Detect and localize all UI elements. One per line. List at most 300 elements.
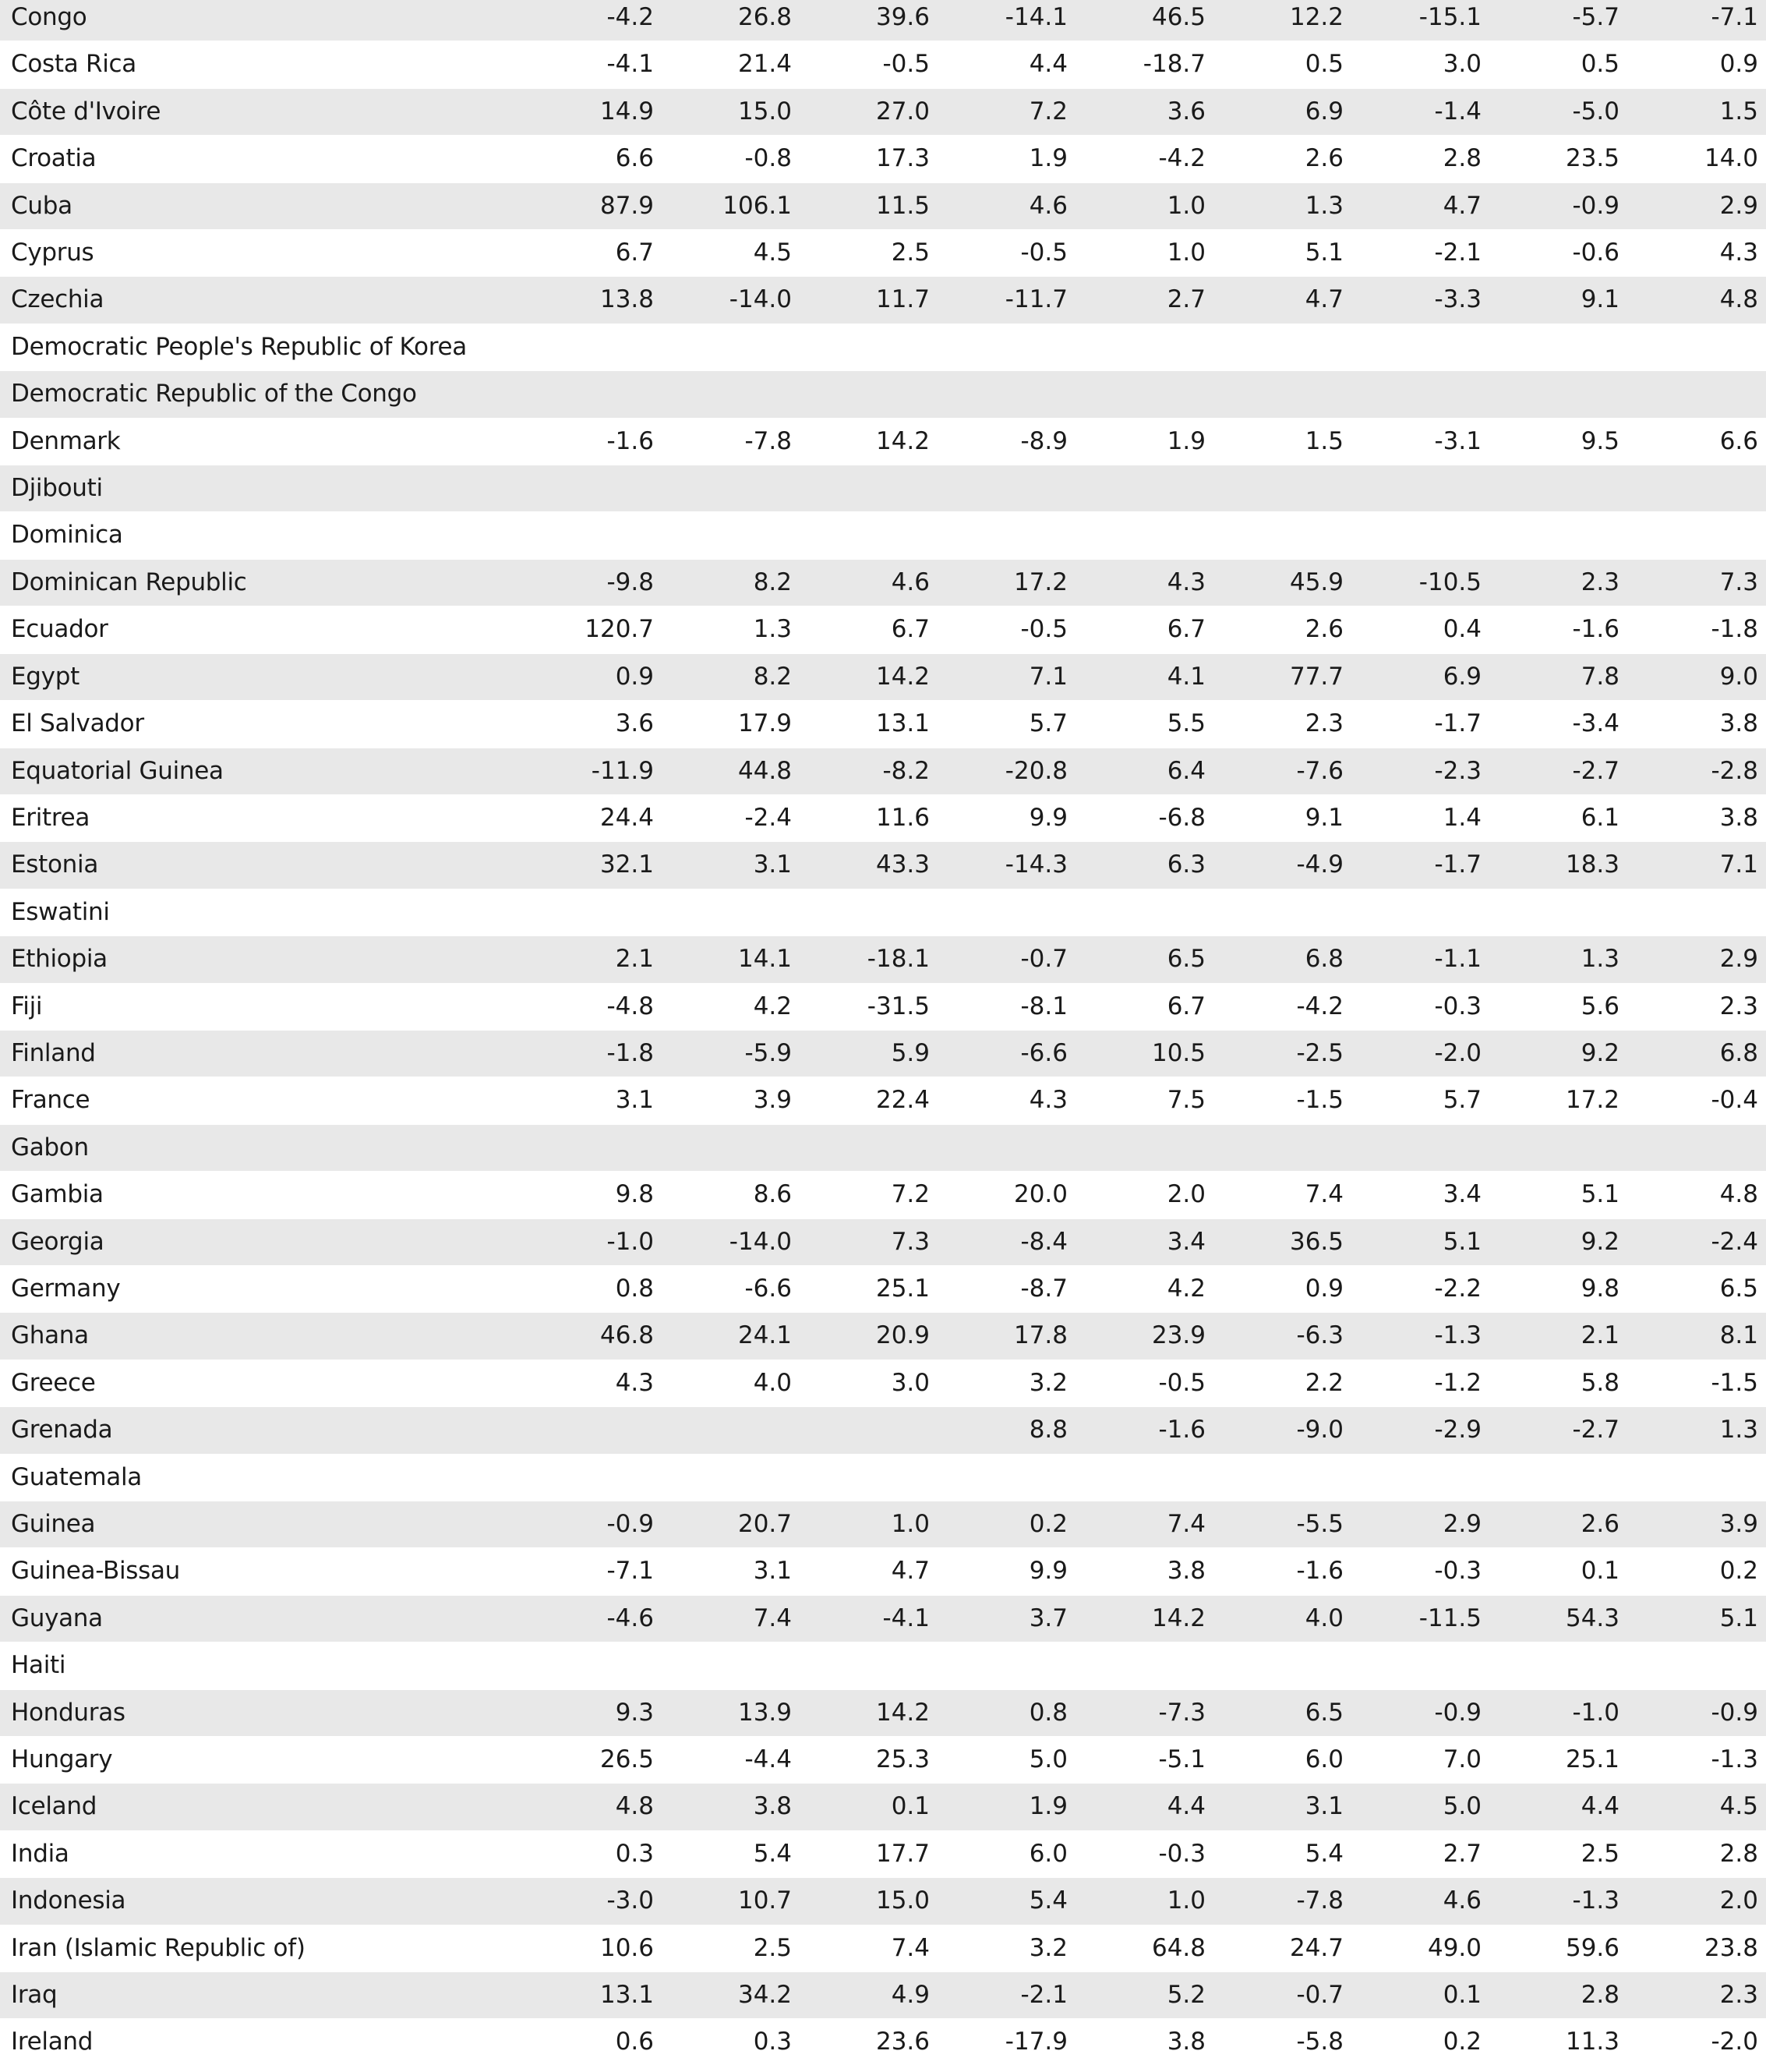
value-cell: 23.5 (1489, 136, 1627, 182)
table-row (0, 653, 1766, 700)
value-cell: -0.7 (1213, 1972, 1351, 2019)
value-cell: 11.7 (800, 277, 938, 324)
value-cell (1213, 1124, 1351, 1171)
table-row (0, 0, 1766, 41)
value-cell: 14.2 (800, 418, 938, 465)
value-cell (1351, 324, 1489, 370)
value-cell: -6.3 (1213, 1313, 1351, 1360)
value-cell (800, 1642, 938, 1689)
value-cell: 4.3 (938, 1077, 1075, 1124)
country-name-cell: Fiji (0, 983, 524, 1030)
country-name-cell: Eritrea (0, 794, 524, 841)
value-cell (800, 1124, 938, 1171)
country-name-cell: Ireland (0, 2019, 524, 2066)
value-cell: -4.6 (524, 1595, 662, 1642)
value-cell (1489, 465, 1627, 512)
country-name-cell: Ghana (0, 1313, 524, 1360)
value-cell: 7.2 (938, 88, 1075, 135)
table-row (0, 983, 1766, 1030)
value-cell (1213, 465, 1351, 512)
value-cell: 25.1 (1489, 1737, 1627, 1784)
value-cell: -3.4 (1489, 701, 1627, 748)
value-cell: 3.0 (1351, 41, 1489, 88)
value-cell (662, 465, 800, 512)
value-cell: -8.7 (938, 1265, 1075, 1312)
value-cell: 2.3 (1489, 559, 1627, 606)
value-cell: 2.5 (1489, 1830, 1627, 1877)
value-cell: 7.4 (800, 1925, 938, 1971)
value-cell: -0.9 (1351, 1689, 1489, 1736)
value-cell: 0.6 (524, 2019, 662, 2066)
value-cell (662, 324, 800, 370)
value-cell: -0.8 (662, 136, 800, 182)
value-cell: 9.2 (1489, 1218, 1627, 1265)
value-cell (1075, 1642, 1213, 1689)
value-cell: 0.1 (800, 1784, 938, 1830)
value-cell: 2.6 (1213, 136, 1351, 182)
value-cell: 26.5 (524, 1737, 662, 1784)
value-cell (524, 465, 662, 512)
value-cell: 4.8 (1627, 277, 1766, 324)
country-name-cell: Ethiopia (0, 936, 524, 983)
value-cell: 6.1 (1489, 794, 1627, 841)
value-cell: 14.2 (800, 653, 938, 700)
table-row (0, 701, 1766, 748)
value-cell (662, 1407, 800, 1454)
value-cell: 22.4 (800, 1077, 938, 1124)
value-cell: -5.0 (1489, 88, 1627, 135)
country-name-cell: France (0, 1077, 524, 1124)
value-cell: 8.8 (938, 1407, 1075, 1454)
value-cell: 2.6 (1213, 606, 1351, 653)
country-name-cell: Estonia (0, 842, 524, 889)
value-cell (524, 324, 662, 370)
value-cell (800, 465, 938, 512)
value-cell: 6.5 (1075, 936, 1213, 983)
value-cell: -0.4 (1627, 1077, 1766, 1124)
value-cell: -17.9 (938, 2019, 1075, 2066)
value-cell: 6.0 (1213, 1737, 1351, 1784)
table-row (0, 182, 1766, 229)
table-row (0, 88, 1766, 135)
country-name-cell: Gambia (0, 1172, 524, 1218)
value-cell: 23.8 (1627, 1925, 1766, 1971)
value-cell: 10.5 (1075, 1030, 1213, 1077)
value-cell: 0.2 (1351, 2019, 1489, 2066)
value-cell: 3.4 (1075, 1218, 1213, 1265)
value-cell: 2.3 (1213, 701, 1351, 748)
value-cell: 5.1 (1489, 1172, 1627, 1218)
value-cell: 7.0 (1351, 1737, 1489, 1784)
table-row (0, 1784, 1766, 1830)
value-cell: 0.4 (1351, 606, 1489, 653)
value-cell: 4.7 (1213, 277, 1351, 324)
country-name-cell: Ecuador (0, 606, 524, 653)
value-cell: 1.3 (1489, 936, 1627, 983)
value-cell (1075, 1124, 1213, 1171)
value-cell: -1.6 (1489, 606, 1627, 653)
value-cell (1489, 371, 1627, 418)
value-cell: 3.2 (938, 1360, 1075, 1406)
value-cell: 1.5 (1627, 88, 1766, 135)
value-cell (1489, 1454, 1627, 1501)
value-cell: 17.2 (1489, 1077, 1627, 1124)
value-cell: 3.8 (1075, 1548, 1213, 1595)
value-cell: 17.7 (800, 1830, 938, 1877)
value-cell: 0.5 (1489, 41, 1627, 88)
value-cell: 5.5 (1075, 701, 1213, 748)
value-cell: -0.9 (1627, 1689, 1766, 1736)
value-cell: 39.6 (800, 0, 938, 41)
value-cell (662, 371, 800, 418)
value-cell: 3.7 (938, 1595, 1075, 1642)
value-cell: 3.1 (662, 1548, 800, 1595)
value-cell (524, 371, 662, 418)
table-row (0, 1737, 1766, 1784)
value-cell: -4.1 (524, 41, 662, 88)
value-cell: 9.3 (524, 1689, 662, 1736)
value-cell: 6.8 (1213, 936, 1351, 983)
table-row (0, 1077, 1766, 1124)
value-cell: 2.1 (1489, 1313, 1627, 1360)
value-cell (1489, 324, 1627, 370)
country-name-cell: Germany (0, 1265, 524, 1312)
value-cell: 1.9 (938, 136, 1075, 182)
value-cell: 0.3 (662, 2019, 800, 2066)
value-cell: 13.8 (524, 277, 662, 324)
value-cell (1075, 512, 1213, 559)
value-cell: 2.9 (1627, 936, 1766, 983)
value-cell: 77.7 (1213, 653, 1351, 700)
value-cell: 87.9 (524, 182, 662, 229)
value-cell: -4.1 (800, 1595, 938, 1642)
table-row (0, 418, 1766, 465)
table-row (0, 277, 1766, 324)
value-cell (1489, 1642, 1627, 1689)
value-cell: 2.3 (1627, 983, 1766, 1030)
table-row (0, 512, 1766, 559)
table-row (0, 1830, 1766, 1877)
value-cell: 3.1 (1213, 1784, 1351, 1830)
value-cell: 2.7 (1351, 1830, 1489, 1877)
table-row (0, 1454, 1766, 1501)
value-cell: 13.1 (800, 701, 938, 748)
value-cell (1627, 1642, 1766, 1689)
value-cell: 6.7 (1075, 606, 1213, 653)
country-name-cell: Guinea-Bissau (0, 1548, 524, 1595)
table-row (0, 1642, 1766, 1689)
value-cell: 3.6 (524, 701, 662, 748)
value-cell: -1.0 (1489, 1689, 1627, 1736)
value-cell (938, 1124, 1075, 1171)
value-cell: -8.1 (938, 983, 1075, 1030)
value-cell: 10.6 (524, 1925, 662, 1971)
value-cell: 24.4 (524, 794, 662, 841)
value-cell: 0.8 (524, 1265, 662, 1312)
value-cell: 11.3 (1489, 2019, 1627, 2066)
value-cell: 6.7 (1075, 983, 1213, 1030)
country-name-cell: Denmark (0, 418, 524, 465)
value-cell (1627, 889, 1766, 935)
value-cell: 3.9 (662, 1077, 800, 1124)
value-cell: 5.8 (1489, 1360, 1627, 1406)
value-cell: 25.1 (800, 1265, 938, 1312)
value-cell: 7.2 (800, 1172, 938, 1218)
value-cell: 1.3 (662, 606, 800, 653)
value-cell: 1.3 (1627, 1407, 1766, 1454)
value-cell: 32.1 (524, 842, 662, 889)
value-cell: 20.9 (800, 1313, 938, 1360)
value-cell: -0.5 (938, 230, 1075, 277)
value-cell (662, 889, 800, 935)
value-cell: -2.7 (1489, 748, 1627, 794)
value-cell: 0.3 (524, 1830, 662, 1877)
value-cell: 5.2 (1075, 1972, 1213, 2019)
value-cell (1213, 1454, 1351, 1501)
country-name-cell: Czechia (0, 277, 524, 324)
value-cell: 0.9 (524, 653, 662, 700)
country-name-cell: Côte d'Ivoire (0, 88, 524, 135)
value-cell (524, 512, 662, 559)
value-cell: -1.7 (1351, 842, 1489, 889)
value-cell (1351, 889, 1489, 935)
value-cell: -1.7 (1351, 701, 1489, 748)
value-cell: 9.8 (1489, 1265, 1627, 1312)
country-name-cell: India (0, 1830, 524, 1877)
value-cell: 64.8 (1075, 1925, 1213, 1971)
country-name-cell: Equatorial Guinea (0, 748, 524, 794)
value-cell (1075, 465, 1213, 512)
value-cell: 6.9 (1213, 88, 1351, 135)
value-cell: 20.0 (938, 1172, 1075, 1218)
value-cell: -0.9 (1489, 182, 1627, 229)
value-cell: 14.1 (662, 936, 800, 983)
value-cell: 17.2 (938, 559, 1075, 606)
country-name-cell: Democratic People's Republic of Korea (0, 324, 524, 370)
value-cell: 5.0 (1351, 1784, 1489, 1830)
value-cell (938, 371, 1075, 418)
value-cell: -10.5 (1351, 559, 1489, 606)
table-row (0, 936, 1766, 983)
value-cell (1489, 1124, 1627, 1171)
value-cell: 2.9 (1627, 182, 1766, 229)
value-cell (524, 1124, 662, 1171)
value-cell: -1.8 (524, 1030, 662, 1077)
value-cell (662, 1124, 800, 1171)
value-cell: 15.0 (662, 88, 800, 135)
value-cell: 46.8 (524, 1313, 662, 1360)
value-cell: -18.7 (1075, 41, 1213, 88)
value-cell: 1.9 (1075, 418, 1213, 465)
value-cell: -6.6 (662, 1265, 800, 1312)
value-cell: 8.1 (1627, 1313, 1766, 1360)
value-cell: 9.9 (938, 1548, 1075, 1595)
value-cell: 8.6 (662, 1172, 800, 1218)
value-cell: -1.6 (1075, 1407, 1213, 1454)
value-cell: 49.0 (1351, 1925, 1489, 1971)
table-row (0, 1689, 1766, 1736)
value-cell: 4.4 (1075, 1784, 1213, 1830)
value-cell: 5.7 (938, 701, 1075, 748)
country-name-cell: Democratic Republic of the Congo (0, 371, 524, 418)
value-cell: 2.3 (1627, 1972, 1766, 2019)
value-cell: -4.4 (662, 1737, 800, 1784)
value-cell: -15.1 (1351, 0, 1489, 41)
value-cell: 3.4 (1351, 1172, 1489, 1218)
value-cell (1213, 1642, 1351, 1689)
value-cell: -9.0 (1213, 1407, 1351, 1454)
value-cell: 9.8 (524, 1172, 662, 1218)
table-row (0, 324, 1766, 370)
value-cell (1627, 371, 1766, 418)
country-name-cell: Guatemala (0, 1454, 524, 1501)
value-cell: 6.4 (1075, 748, 1213, 794)
value-cell: 9.0 (1627, 653, 1766, 700)
value-cell (1627, 1124, 1766, 1171)
value-cell: -2.4 (662, 794, 800, 841)
value-cell: -2.8 (1627, 748, 1766, 794)
value-cell (524, 1642, 662, 1689)
value-cell: -0.7 (938, 936, 1075, 983)
value-cell: 3.8 (662, 1784, 800, 1830)
table-row (0, 1172, 1766, 1218)
value-cell: 6.5 (1213, 1689, 1351, 1736)
value-cell: -4.9 (1213, 842, 1351, 889)
value-cell (800, 1407, 938, 1454)
value-cell: 106.1 (662, 182, 800, 229)
value-cell: 2.9 (1351, 1501, 1489, 1548)
value-cell: -5.8 (1213, 2019, 1351, 2066)
value-cell: 7.8 (1489, 653, 1627, 700)
value-cell: 44.8 (662, 748, 800, 794)
value-cell: 17.8 (938, 1313, 1075, 1360)
country-name-cell: Dominican Republic (0, 559, 524, 606)
country-name-cell: Honduras (0, 1689, 524, 1736)
value-cell: 6.8 (1627, 1030, 1766, 1077)
value-cell: -0.5 (800, 41, 938, 88)
table-row (0, 1501, 1766, 1548)
value-cell: 14.2 (1075, 1595, 1213, 1642)
value-cell: 34.2 (662, 1972, 800, 2019)
value-cell: 23.6 (800, 2019, 938, 2066)
value-cell: 0.8 (938, 1689, 1075, 1736)
value-cell: 2.2 (1213, 1360, 1351, 1406)
value-cell: 7.4 (1075, 1501, 1213, 1548)
value-cell: -14.0 (662, 1218, 800, 1265)
value-cell: 2.7 (1075, 277, 1213, 324)
value-cell: -2.4 (1627, 1218, 1766, 1265)
value-cell: 1.9 (938, 1784, 1075, 1830)
value-cell (1075, 324, 1213, 370)
value-cell: -31.5 (800, 983, 938, 1030)
value-cell: -14.0 (662, 277, 800, 324)
value-cell: 9.9 (938, 794, 1075, 841)
table-row (0, 1878, 1766, 1925)
value-cell: -1.5 (1213, 1077, 1351, 1124)
table-row (0, 1313, 1766, 1360)
country-name-cell: Guinea (0, 1501, 524, 1548)
value-cell: 14.0 (1627, 136, 1766, 182)
value-cell: 59.6 (1489, 1925, 1627, 1971)
country-name-cell: Cuba (0, 182, 524, 229)
table-row (0, 1925, 1766, 1971)
value-cell: 3.8 (1627, 701, 1766, 748)
value-cell (524, 1454, 662, 1501)
value-cell: -6.8 (1075, 794, 1213, 841)
value-cell: -0.9 (524, 1501, 662, 1548)
value-cell: 18.3 (1489, 842, 1627, 889)
value-cell (1075, 889, 1213, 935)
table-row (0, 1124, 1766, 1171)
value-cell: 36.5 (1213, 1218, 1351, 1265)
value-cell (1213, 324, 1351, 370)
value-cell: 8.2 (662, 559, 800, 606)
value-cell: -8.2 (800, 748, 938, 794)
value-cell: 4.6 (1351, 1878, 1489, 1925)
value-cell: -7.1 (524, 1548, 662, 1595)
value-cell: -5.7 (1489, 0, 1627, 41)
value-cell: -2.0 (1351, 1030, 1489, 1077)
table-row (0, 1972, 1766, 2019)
value-cell: 2.0 (1075, 1172, 1213, 1218)
country-name-cell: Djibouti (0, 465, 524, 512)
value-cell: 4.5 (1627, 1784, 1766, 1830)
value-cell: -7.6 (1213, 748, 1351, 794)
value-cell (1351, 1642, 1489, 1689)
value-cell: -18.1 (800, 936, 938, 983)
value-cell: 2.8 (1627, 1830, 1766, 1877)
table-row (0, 606, 1766, 653)
country-name-cell: Haiti (0, 1642, 524, 1689)
value-cell (1213, 512, 1351, 559)
value-cell: -7.8 (662, 418, 800, 465)
value-cell: 13.1 (524, 1972, 662, 2019)
value-cell: 4.4 (938, 41, 1075, 88)
value-cell: 7.4 (662, 1595, 800, 1642)
value-cell: -1.5 (1627, 1360, 1766, 1406)
value-cell: 1.0 (1075, 182, 1213, 229)
value-cell: -0.3 (1351, 1548, 1489, 1595)
value-cell: 4.2 (662, 983, 800, 1030)
value-cell: 0.2 (1627, 1548, 1766, 1595)
value-cell: 3.1 (524, 1077, 662, 1124)
value-cell: -8.4 (938, 1218, 1075, 1265)
value-cell: 10.7 (662, 1878, 800, 1925)
value-cell: 2.8 (1489, 1972, 1627, 2019)
value-cell: -2.2 (1351, 1265, 1489, 1312)
value-cell (662, 512, 800, 559)
value-cell (1351, 371, 1489, 418)
country-name-cell: Congo (0, 0, 524, 41)
value-cell (1627, 465, 1766, 512)
country-name-cell: El Salvador (0, 701, 524, 748)
value-cell: 6.6 (524, 136, 662, 182)
value-cell: 12.2 (1213, 0, 1351, 41)
table-row (0, 1360, 1766, 1406)
value-cell (1627, 324, 1766, 370)
value-cell: 5.0 (938, 1737, 1075, 1784)
value-cell: 5.1 (1213, 230, 1351, 277)
value-cell: 17.3 (800, 136, 938, 182)
table-row (0, 41, 1766, 88)
value-cell: 4.0 (662, 1360, 800, 1406)
value-cell: -14.3 (938, 842, 1075, 889)
value-cell (938, 465, 1075, 512)
value-cell: 1.0 (800, 1501, 938, 1548)
value-cell: -1.6 (524, 418, 662, 465)
value-cell (800, 512, 938, 559)
value-cell: -0.3 (1351, 983, 1489, 1030)
